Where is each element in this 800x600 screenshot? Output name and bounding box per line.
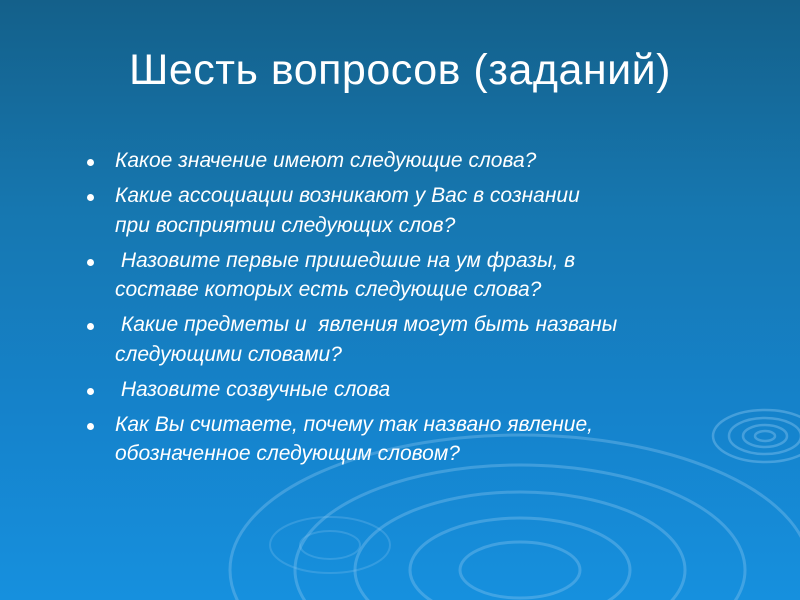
slide-title: Шесть вопросов (заданий) xyxy=(128,46,671,94)
list-item xyxy=(84,375,774,405)
list-item xyxy=(84,310,774,369)
list-item-text: Назовите первые пришедшие на ум фразы, в составе которых есть следующие слова? xyxy=(115,248,576,301)
list-item xyxy=(84,146,774,176)
bullet-dot-icon xyxy=(87,259,94,266)
bullet-dot-icon xyxy=(87,323,94,330)
list-item-text: Какое значение имеют следующие слова? xyxy=(115,149,537,172)
list-item-text: Как Вы считаете, почему так названо явление, обозначенное следующим словом? xyxy=(115,412,593,465)
list-item-text: Какие предметы и явления могут быть названы следующими словами? xyxy=(115,313,618,366)
list-item xyxy=(84,410,774,469)
list-item xyxy=(84,181,774,240)
bullet-dot-icon xyxy=(87,194,94,201)
list-item xyxy=(84,246,774,305)
list-item-text: Назовите созвучные слова xyxy=(115,377,391,401)
list-item-text: Какие ассоциации возникают у Вас в сознании при восприятии следующих слов? xyxy=(115,184,580,237)
bullet-dot-icon xyxy=(87,159,94,166)
bullet-dot-icon xyxy=(87,423,94,430)
bullet-list xyxy=(84,146,774,474)
bullet-dot-icon xyxy=(87,388,94,395)
